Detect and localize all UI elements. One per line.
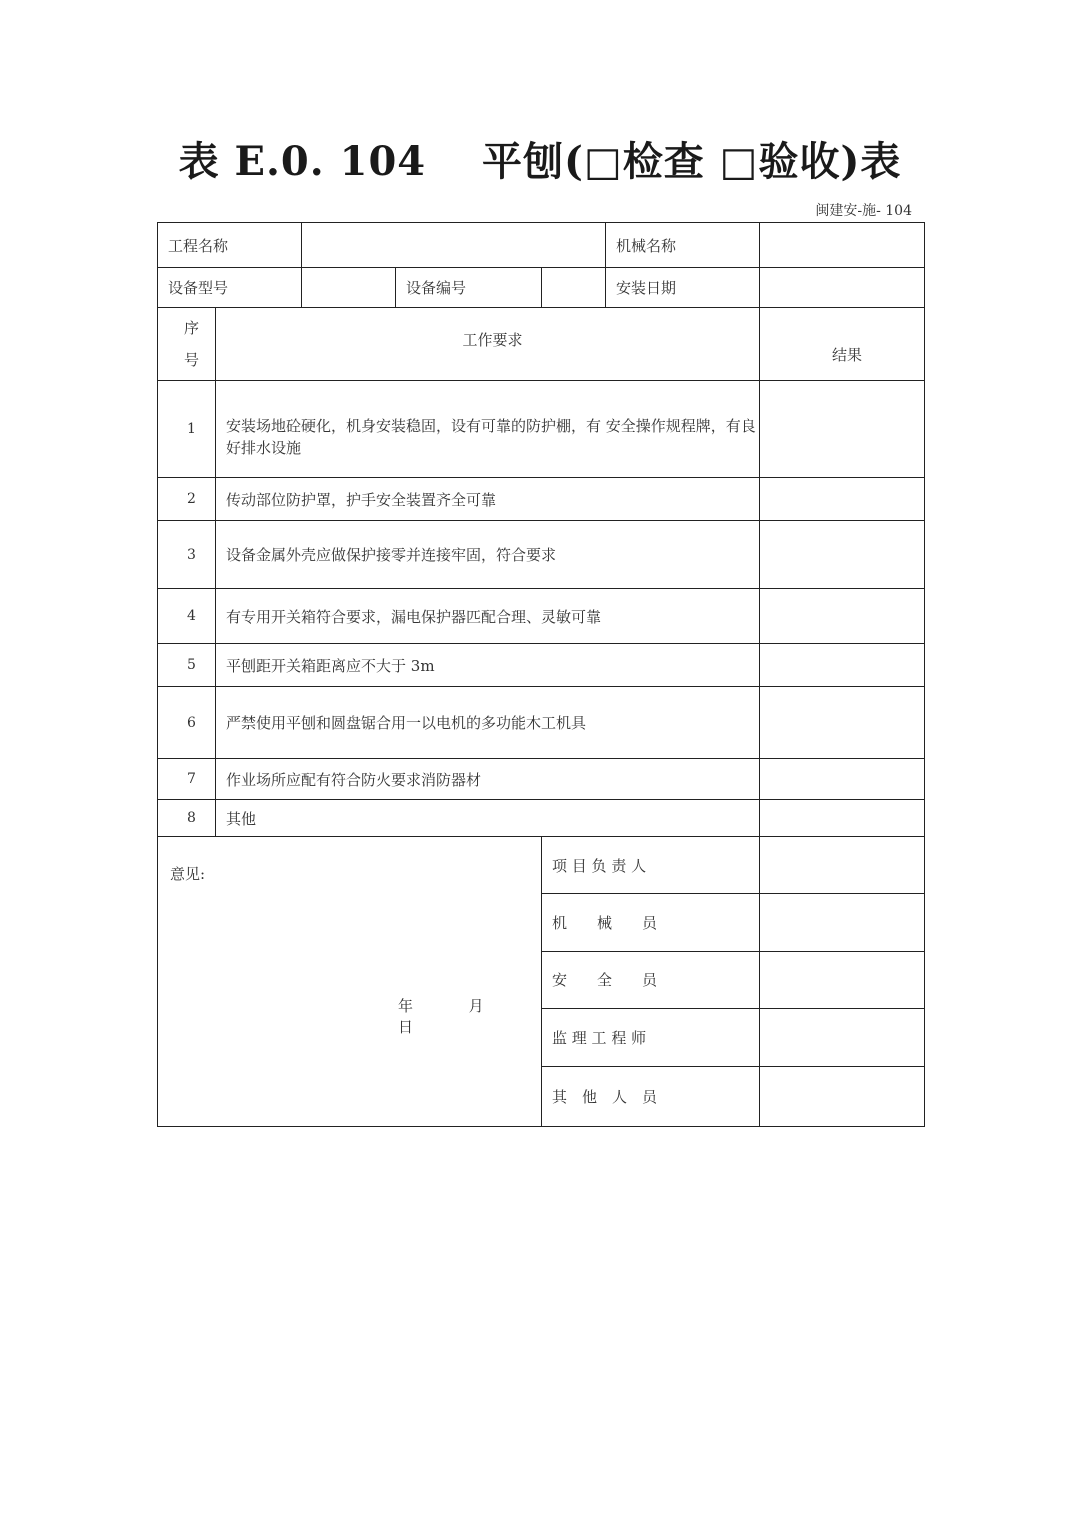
signature-field-supervising-engineer[interactable]	[760, 1009, 925, 1066]
requirements-header-text: 工作要求	[462, 330, 523, 349]
opinion-area[interactable]	[158, 837, 542, 1127]
item-requirement: 有专用开关箱符合要求，漏电保护器匹配合理、灵敏可靠	[216, 589, 760, 644]
signature-label-project-manager: 项 目 负 责 人	[542, 837, 760, 894]
item-requirement: 传动部位防护罩，护手安全装置齐全可靠	[216, 478, 760, 521]
header-row-equipment	[158, 268, 925, 308]
item-number: 3	[158, 521, 216, 589]
item-requirement	[216, 381, 760, 478]
table-row	[158, 381, 925, 478]
table-row	[158, 589, 925, 644]
item-number: 6	[158, 687, 216, 759]
item-result-field[interactable]	[760, 478, 925, 521]
inspection-form-table	[157, 222, 925, 1127]
table-row	[158, 644, 925, 687]
result-header	[760, 308, 925, 381]
signature-field-machinery-officer[interactable]	[760, 894, 925, 951]
equipment-no-label: 设备编号	[396, 268, 542, 308]
signature-field-other-personnel[interactable]	[760, 1066, 925, 1126]
item-requirement: 严禁使用平刨和圆盘锯合用一以电机的多功能木工机具	[216, 687, 760, 759]
project-name-field[interactable]	[302, 223, 606, 268]
document-code: 闽建安-施- 104	[815, 203, 912, 219]
result-header-text: 结果	[832, 345, 863, 364]
opinion-date	[398, 995, 541, 1037]
install-date-label: 安装日期	[606, 268, 760, 308]
item-number: 4	[158, 589, 216, 644]
table-row	[158, 478, 925, 521]
signature-label-other-personnel: 其 他 人 员	[542, 1066, 760, 1126]
signature-field-project-manager[interactable]	[760, 837, 925, 894]
machine-name-field[interactable]	[760, 223, 925, 268]
item-result-field[interactable]	[760, 800, 925, 837]
date-day: 日	[398, 1018, 414, 1036]
page-title: 表 E.0. 104 平刨(□检查 □验收)表	[178, 138, 902, 185]
item-number: 5	[158, 644, 216, 687]
date-year: 年	[398, 997, 414, 1015]
item-requirement: 设备金属外壳应做保护接零并连接牢固，符合要求	[216, 521, 760, 589]
seq-header-bottom: 号	[183, 351, 199, 369]
equipment-model-label: 设备型号	[158, 268, 302, 308]
header-row-project	[158, 223, 925, 268]
item-requirement: 平刨距开关箱距离应不大于 3m	[216, 644, 760, 687]
signature-field-safety-officer[interactable]	[760, 951, 925, 1008]
table-row	[158, 800, 925, 837]
item-result-field[interactable]	[760, 644, 925, 687]
item-number: 7	[158, 759, 216, 800]
equipment-model-field[interactable]	[302, 268, 396, 308]
signature-row	[158, 837, 925, 894]
opinion-label: 意见:	[170, 865, 206, 883]
project-name-label: 工程名称	[158, 223, 302, 268]
item-result-field[interactable]	[760, 687, 925, 759]
item-result-field[interactable]	[760, 759, 925, 800]
requirements-header	[216, 308, 760, 381]
item-requirement-text: 安装场地砼硬化，机身安装稳固，设有可靠的防护棚，有 安全操作规程牌，有良好排水设施	[226, 417, 756, 457]
item-requirement: 其他	[216, 800, 760, 837]
item-number: 2	[158, 478, 216, 521]
item-requirement: 作业场所应配有符合防火要求消防器材	[216, 759, 760, 800]
equipment-no-field[interactable]	[542, 268, 606, 308]
table-row	[158, 521, 925, 589]
item-number: 1	[158, 381, 216, 478]
signature-label-machinery-officer: 机 械 员	[542, 894, 760, 951]
machine-name-label: 机械名称	[606, 223, 760, 268]
item-result-field[interactable]	[760, 589, 925, 644]
signature-label-supervising-engineer: 监 理 工 程 师	[542, 1009, 760, 1066]
install-date-field[interactable]	[760, 268, 925, 308]
seq-header	[158, 308, 216, 381]
seq-header-top: 序	[183, 319, 199, 337]
item-result-field[interactable]	[760, 381, 925, 478]
table-row	[158, 759, 925, 800]
item-result-field[interactable]	[760, 521, 925, 589]
item-number: 8	[158, 800, 216, 837]
table-row	[158, 687, 925, 759]
column-header-row	[158, 308, 925, 381]
signature-label-safety-officer: 安 全 员	[542, 951, 760, 1008]
date-month: 月	[468, 997, 484, 1015]
